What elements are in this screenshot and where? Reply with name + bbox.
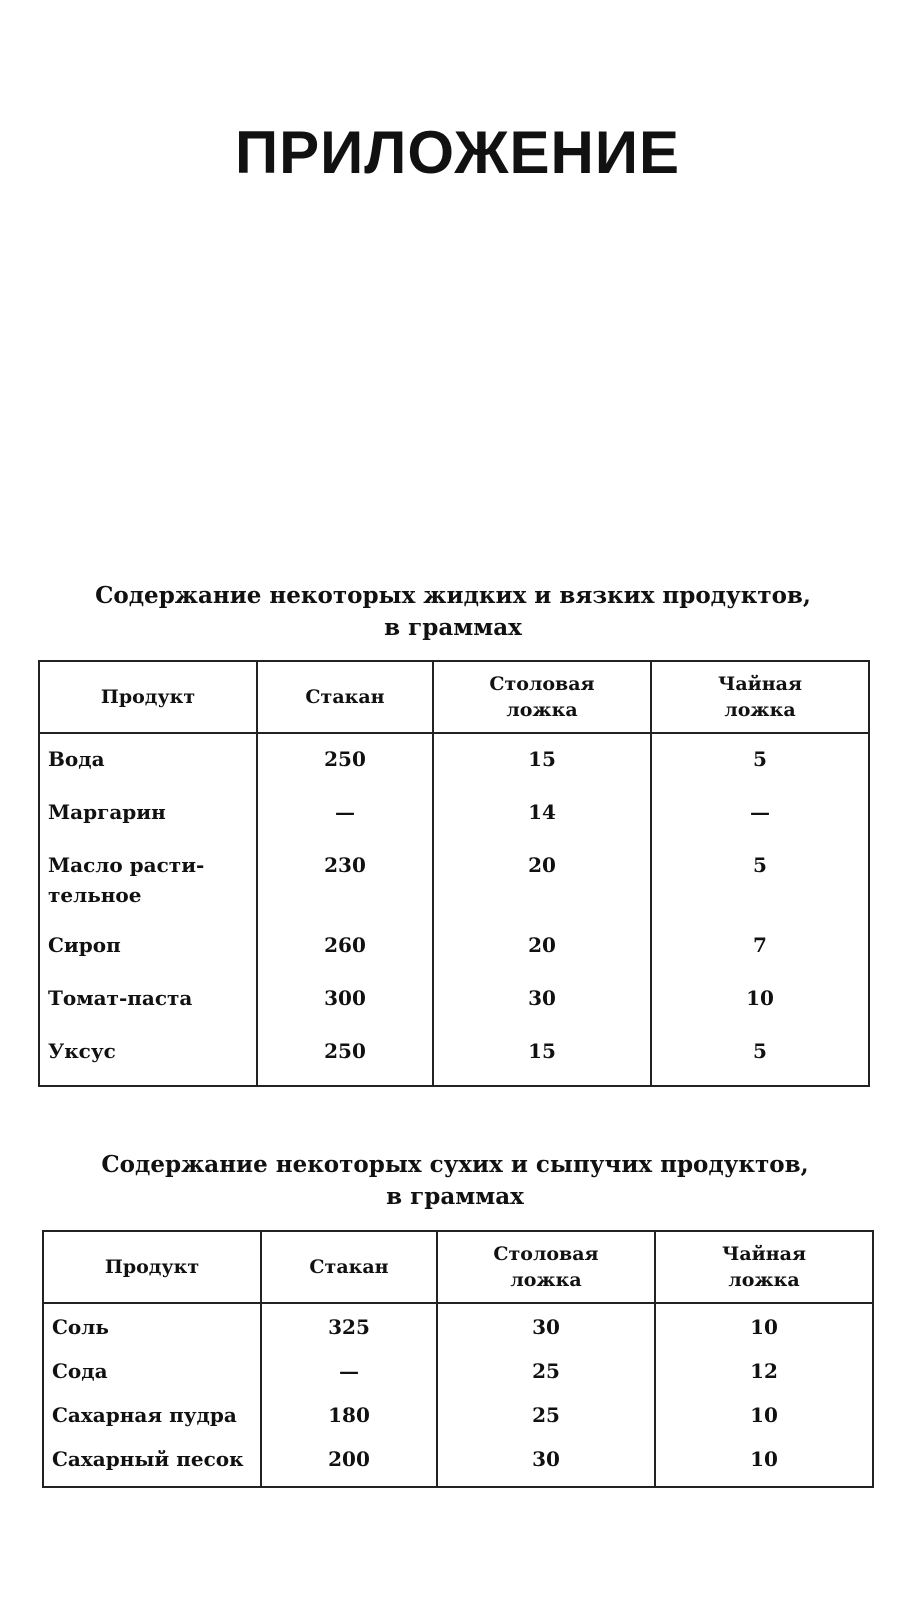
- cell-tablespoon: 25: [437, 1348, 655, 1392]
- cell-teaspoon: 5: [651, 733, 869, 787]
- cell-product: Сахарная пудра: [43, 1392, 261, 1436]
- liquid-caption-line1: Содержание некоторых жидких и вязких продуктов,: [95, 582, 811, 609]
- table-row: [43, 1436, 873, 1487]
- cell-glass: 260: [257, 920, 433, 973]
- cell-product: Томат-паста: [39, 973, 257, 1026]
- cell-teaspoon: 7: [651, 920, 869, 973]
- cell-product: Сахарный песок: [43, 1436, 261, 1487]
- cell-glass: 300: [257, 973, 433, 1026]
- cell-teaspoon: —: [651, 787, 869, 840]
- liquid-products-table: [38, 660, 870, 1087]
- cell-tablespoon: 25: [437, 1392, 655, 1436]
- cell-teaspoon: 10: [651, 973, 869, 1026]
- cell-product: Сироп: [39, 920, 257, 973]
- cell-glass: 250: [257, 733, 433, 787]
- cell-teaspoon: 10: [655, 1436, 873, 1487]
- cell-glass: 200: [261, 1436, 437, 1487]
- cell-tablespoon: 15: [433, 733, 651, 787]
- cell-glass: —: [261, 1348, 437, 1392]
- cell-teaspoon: 10: [655, 1303, 873, 1348]
- cell-product: Соль: [43, 1303, 261, 1348]
- table-header-row: [39, 661, 869, 733]
- cell-tablespoon: 20: [433, 920, 651, 973]
- cell-tablespoon: 30: [433, 973, 651, 1026]
- cell-tablespoon: 14: [433, 787, 651, 840]
- header-teaspoon: Чайная ложка: [655, 1231, 873, 1303]
- header-glass: Стакан: [257, 661, 433, 733]
- cell-tablespoon: 30: [437, 1303, 655, 1348]
- header-tablespoon: Столовая ложка: [433, 661, 651, 733]
- cell-product: [39, 840, 257, 920]
- dry-caption-line1: Содержание некоторых сухих и сыпучих продуктов,: [101, 1151, 809, 1178]
- cell-product-line2: тельное: [48, 883, 142, 907]
- cell-glass: 230: [257, 840, 433, 920]
- cell-teaspoon: 12: [655, 1348, 873, 1392]
- dry-caption-line2: в граммах: [386, 1183, 524, 1210]
- cell-product: Вода: [39, 733, 257, 787]
- table-row: [39, 920, 869, 973]
- table-row: [39, 840, 869, 920]
- table-row: [39, 1026, 869, 1086]
- header-teaspoon: Чайная ложка: [651, 661, 869, 733]
- cell-glass: 180: [261, 1392, 437, 1436]
- table-row: [39, 733, 869, 787]
- cell-product: Маргарин: [39, 787, 257, 840]
- table-row: [43, 1348, 873, 1392]
- cell-tablespoon: 15: [433, 1026, 651, 1086]
- cell-product: Сода: [43, 1348, 261, 1392]
- table-row: [43, 1303, 873, 1348]
- cell-glass: 325: [261, 1303, 437, 1348]
- header-glass: Стакан: [261, 1231, 437, 1303]
- liquid-table-caption: [38, 580, 868, 644]
- header-product: Продукт: [39, 661, 257, 733]
- table-header-row: [43, 1231, 873, 1303]
- cell-tablespoon: 20: [433, 840, 651, 920]
- cell-tablespoon: 30: [437, 1436, 655, 1487]
- cell-teaspoon: 10: [655, 1392, 873, 1436]
- table-row: [43, 1392, 873, 1436]
- table-row: [39, 973, 869, 1026]
- header-tablespoon: Столовая ложка: [437, 1231, 655, 1303]
- liquid-caption-line2: в граммах: [384, 614, 522, 641]
- header-product: Продукт: [43, 1231, 261, 1303]
- dry-table-caption: [42, 1149, 868, 1213]
- cell-glass: —: [257, 787, 433, 840]
- page-title: ПРИЛОЖЕНИЕ: [235, 119, 680, 186]
- cell-glass: 250: [257, 1026, 433, 1086]
- dry-products-table: [42, 1230, 874, 1488]
- cell-teaspoon: 5: [651, 1026, 869, 1086]
- cell-product: Уксус: [39, 1026, 257, 1086]
- cell-product-line1: Масло расти-: [48, 853, 205, 877]
- table-row: [39, 787, 869, 840]
- cell-teaspoon: 5: [651, 840, 869, 920]
